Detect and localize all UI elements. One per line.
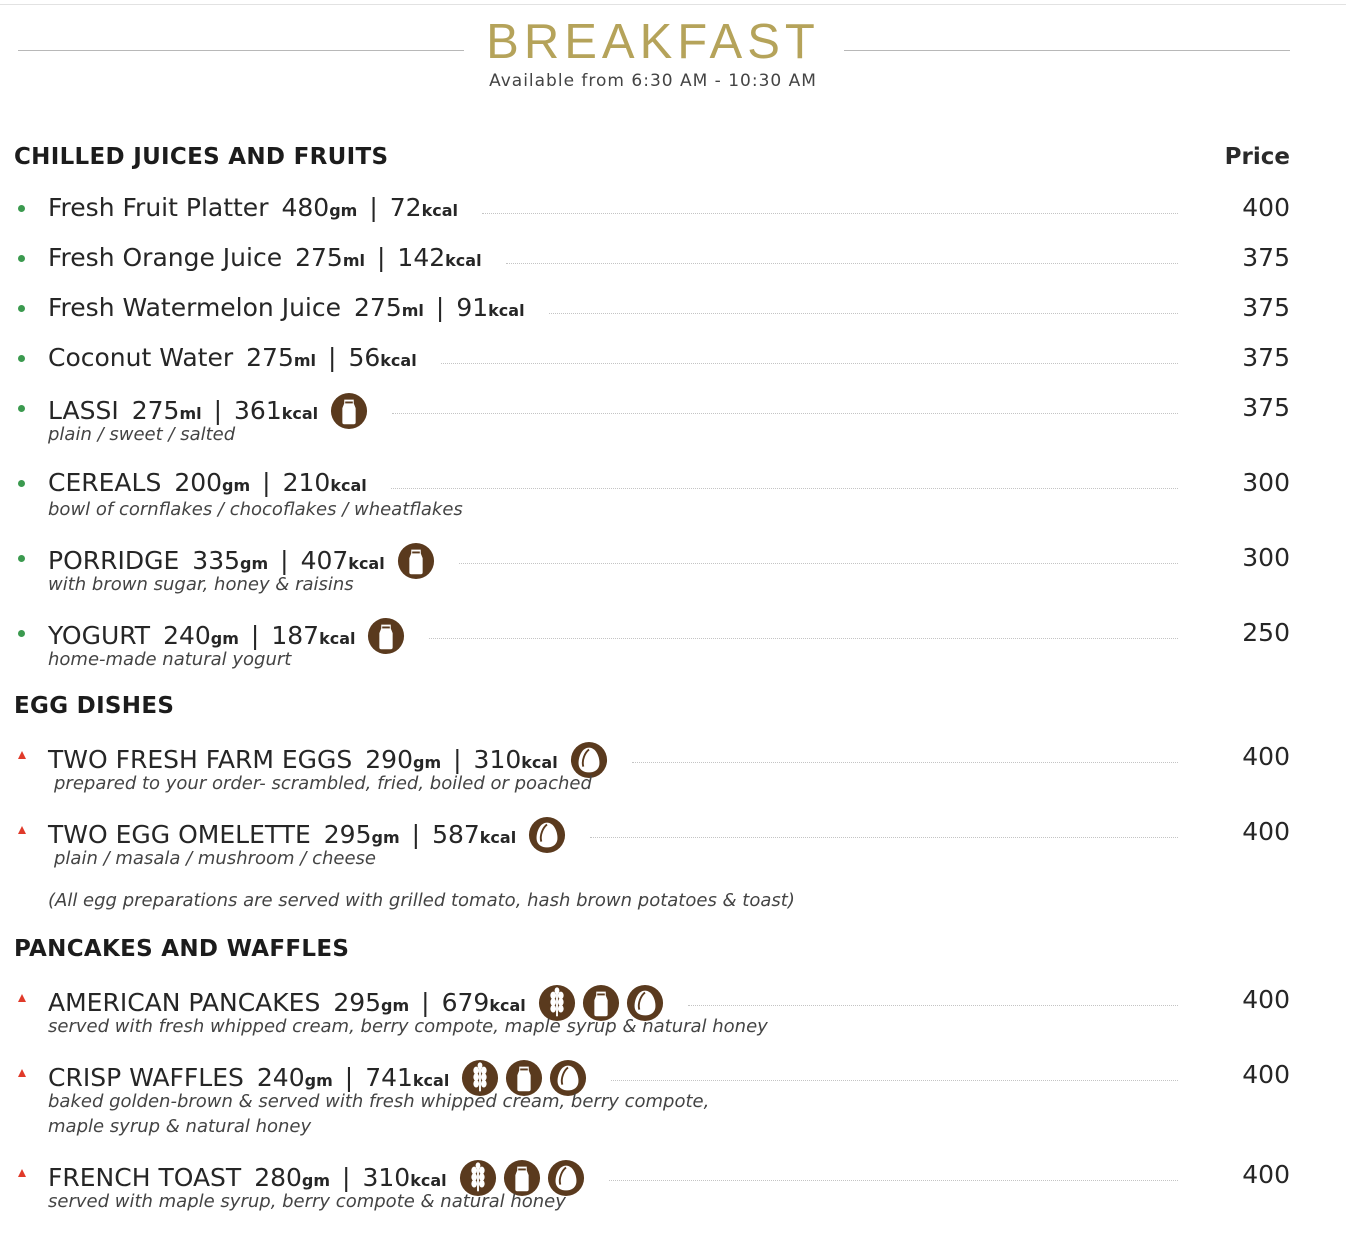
item-calories: 361 — [234, 396, 282, 425]
quantity-unit: gm — [240, 554, 269, 573]
item-calories: 587 — [432, 820, 480, 849]
dotted-leader — [391, 488, 1178, 489]
price-column-heading: Price — [1224, 144, 1290, 170]
quantity-unit: gm — [371, 828, 400, 847]
quantity-unit: gm — [412, 753, 442, 772]
dotted-leader — [549, 313, 1178, 314]
quantity-unit: gm — [301, 1171, 331, 1190]
item-price: 375 — [1242, 343, 1290, 372]
item-description: plain / masala / mushroom / cheese — [54, 848, 376, 869]
item-price: 375 — [1242, 393, 1290, 422]
nonveg-triangle-icon — [18, 1169, 26, 1177]
veg-dot-icon — [18, 555, 25, 562]
veg-dot-icon — [18, 205, 25, 212]
dotted-leader — [609, 1180, 1178, 1181]
item-price: 300 — [1242, 468, 1290, 497]
allergen-icons — [528, 816, 566, 854]
dotted-leader — [392, 413, 1178, 414]
dotted-leader — [441, 363, 1178, 364]
nonveg-triangle-icon — [18, 1069, 26, 1077]
item-calories: 679 — [441, 988, 490, 1017]
quantity-unit: ml — [179, 404, 202, 423]
item-price: 400 — [1242, 985, 1290, 1014]
item-name: PORRIDGE — [48, 546, 180, 575]
item-name: Fresh Orange Juice — [48, 243, 283, 272]
item-quantity: 275 — [295, 243, 343, 272]
item-quantity: 295 — [333, 988, 382, 1017]
separator: | — [213, 396, 223, 425]
dotted-leader — [632, 762, 1178, 763]
item-title-line — [48, 292, 525, 324]
calorie-unit: kcal — [488, 301, 525, 320]
calorie-unit: kcal — [479, 828, 517, 847]
allergen-icons — [397, 542, 435, 580]
item-quantity: 280 — [254, 1163, 302, 1192]
item-name: LASSI — [48, 396, 119, 425]
separator: | — [328, 343, 337, 372]
separator: | — [453, 745, 462, 774]
separator: | — [344, 1063, 354, 1092]
item-calories: 407 — [300, 546, 349, 575]
calorie-unit: kcal — [380, 351, 417, 370]
separator: | — [280, 546, 289, 575]
dotted-leader — [482, 213, 1178, 214]
item-price: 300 — [1242, 543, 1290, 572]
item-description: baked golden-brown & served with fresh whipped cream, berry compote, — [48, 1091, 710, 1112]
veg-dot-icon — [18, 630, 25, 637]
veg-dot-icon — [18, 405, 25, 412]
dotted-leader — [506, 263, 1178, 264]
dairy-icon — [397, 542, 435, 580]
separator: | — [376, 243, 386, 272]
item-title-line — [48, 242, 482, 274]
calorie-unit: kcal — [330, 476, 367, 495]
item-calories: 310 — [473, 745, 522, 774]
egg-dishes-note: (All egg preparations are served with grilled tomato, hash brown potatoes & toast) — [48, 890, 795, 911]
nonveg-triangle-icon — [18, 751, 26, 759]
quantity-unit: gm — [304, 1071, 333, 1090]
calorie-unit: kcal — [489, 996, 526, 1015]
quantity-unit: gm — [222, 476, 251, 495]
title-rule-right — [844, 50, 1290, 51]
calorie-unit: kcal — [445, 251, 482, 270]
item-name: AMERICAN PANCAKES — [48, 988, 321, 1017]
item-calories: 741 — [365, 1063, 413, 1092]
dairy-icon — [367, 617, 405, 655]
item-price: 375 — [1242, 243, 1290, 272]
menu-header — [0, 0, 1346, 110]
item-price: 400 — [1242, 1060, 1290, 1089]
item-quantity: 275 — [246, 343, 294, 372]
item-description: prepared to your order- scrambled, fried, boiled or poached — [54, 773, 592, 794]
item-quantity: 240 — [163, 621, 211, 650]
item-name: CRISP WAFFLES — [48, 1063, 244, 1092]
item-title-line — [48, 342, 417, 374]
separator: | — [369, 193, 378, 222]
item-title-line — [48, 467, 367, 499]
calorie-unit: kcal — [281, 404, 319, 423]
item-quantity: 200 — [174, 468, 223, 497]
item-quantity: 290 — [365, 745, 413, 774]
item-calories: 72 — [389, 193, 422, 222]
separator: | — [411, 820, 421, 849]
veg-dot-icon — [18, 255, 25, 262]
calorie-unit: kcal — [412, 1071, 450, 1090]
item-calories: 310 — [362, 1163, 411, 1192]
quantity-unit: gm — [381, 996, 410, 1015]
item-title-line — [48, 192, 458, 224]
item-calories: 142 — [397, 243, 446, 272]
item-name: FRENCH TOAST — [48, 1163, 242, 1192]
allergen-icons — [367, 617, 405, 655]
veg-dot-icon — [18, 480, 25, 487]
item-name: Coconut Water — [48, 343, 234, 372]
item-description: with brown sugar, honey & raisins — [48, 574, 354, 595]
dotted-leader — [429, 638, 1178, 639]
item-price: 250 — [1242, 618, 1290, 647]
item-name: Fresh Watermelon Juice — [48, 293, 342, 322]
calorie-unit: kcal — [421, 201, 458, 220]
separator: | — [421, 988, 430, 1017]
item-price: 400 — [1242, 1160, 1290, 1189]
item-description-continued: maple syrup & natural honey — [48, 1116, 312, 1137]
item-price: 400 — [1242, 817, 1290, 846]
calorie-unit: kcal — [410, 1171, 447, 1190]
item-calories: 210 — [282, 468, 331, 497]
item-quantity: 480 — [281, 193, 330, 222]
item-description: served with fresh whipped cream, berry compote, maple syrup & natural honey — [48, 1016, 768, 1037]
dotted-leader — [590, 837, 1178, 838]
item-quantity: 240 — [256, 1063, 305, 1092]
dotted-leader — [611, 1080, 1178, 1081]
calorie-unit: kcal — [521, 753, 558, 772]
veg-dot-icon — [18, 305, 25, 312]
separator: | — [262, 468, 271, 497]
item-name: CEREALS — [48, 468, 162, 497]
egg-icon — [528, 816, 566, 854]
item-calories: 91 — [456, 293, 489, 322]
allergen-icons — [330, 392, 368, 430]
section-title: PANCAKES AND WAFFLES — [14, 936, 350, 962]
dotted-leader — [688, 1005, 1178, 1006]
item-name: Fresh Fruit Platter — [48, 193, 269, 222]
dotted-leader — [459, 563, 1178, 564]
separator: | — [250, 621, 260, 650]
section-title: EGG DISHES — [14, 693, 175, 719]
quantity-unit: ml — [401, 301, 424, 320]
separator: | — [435, 293, 445, 322]
item-quantity: 335 — [192, 546, 241, 575]
dairy-icon — [330, 392, 368, 430]
quantity-unit: ml — [342, 251, 365, 270]
item-quantity: 275 — [131, 396, 180, 425]
item-calories: 187 — [271, 621, 320, 650]
nonveg-triangle-icon — [18, 826, 26, 834]
item-calories: 56 — [348, 343, 381, 372]
item-name: TWO FRESH FARM EGGS — [48, 745, 353, 774]
nonveg-triangle-icon — [18, 994, 26, 1002]
item-quantity: 275 — [354, 293, 402, 322]
separator: | — [342, 1163, 351, 1192]
quantity-unit: gm — [329, 201, 358, 220]
section-title: CHILLED JUICES AND FRUITS — [14, 144, 389, 170]
calorie-unit: kcal — [348, 554, 385, 573]
item-price: 375 — [1242, 293, 1290, 322]
item-description: served with maple syrup, berry compote & natural honey — [48, 1191, 566, 1212]
item-description: plain / sweet / salted — [48, 424, 236, 445]
item-description: home-made natural yogurt — [48, 649, 292, 670]
quantity-unit: gm — [210, 629, 239, 648]
item-name: TWO EGG OMELETTE — [48, 820, 311, 849]
item-price: 400 — [1242, 742, 1290, 771]
availability-hours: Available from 6:30 AM - 10:30 AM — [489, 71, 817, 91]
item-name: YOGURT — [48, 621, 151, 650]
item-description: bowl of cornflakes / chocoflakes / wheatflakes — [48, 499, 463, 520]
item-quantity: 295 — [323, 820, 372, 849]
item-price: 400 — [1242, 193, 1290, 222]
page-title: BREAKFAST — [486, 15, 820, 69]
calorie-unit: kcal — [319, 629, 356, 648]
quantity-unit: ml — [293, 351, 317, 370]
veg-dot-icon — [18, 355, 25, 362]
